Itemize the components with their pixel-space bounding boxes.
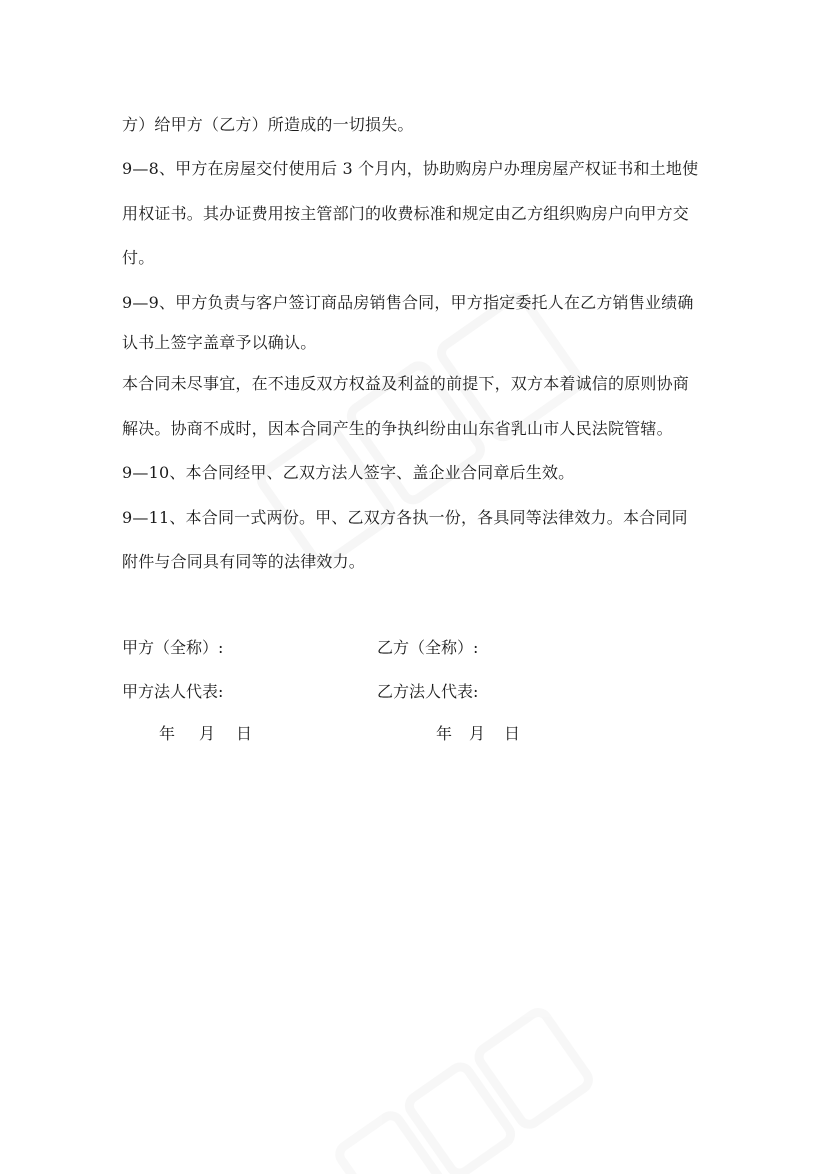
party-a-rep-label: 甲方法人代表:	[122, 682, 224, 701]
party-a-name-label: 甲方（全称）:	[122, 638, 224, 657]
body-line-10: 9—11、本合同一式两份。甲、乙双方各执一份，各具同等法律效力。本合同同	[122, 508, 688, 527]
party-b-date-day: 日	[504, 724, 521, 743]
party-b-date-year: 年	[436, 724, 453, 743]
body-line-9: 9—10、本合同经甲、乙双方法人签字、盖企业合同章后生效。	[122, 463, 575, 482]
party-b-date-month: 月	[469, 724, 486, 743]
body-line-11: 附件与合同具有同等的法律效力。	[122, 552, 366, 571]
body-line-6: 认书上签字盖章予以确认。	[122, 333, 317, 352]
party-b-name-label: 乙方（全称）:	[377, 638, 479, 657]
body-line-5: 9—9、甲方负责与客户签订商品房销售合同，甲方指定委托人在乙方销售业绩确	[122, 293, 694, 312]
party-a-date-month: 月	[199, 724, 216, 743]
party-a-date-year: 年	[159, 724, 176, 743]
body-line-1: 方）给甲方（乙方）所造成的一切损失。	[122, 115, 414, 134]
party-a-date-day: 日	[236, 724, 253, 743]
watermark-mark-lower	[336, 1009, 592, 1174]
body-line-8: 解决。协商不成时，因本合同产生的争执纠纷由山东省乳山市人民法院管辖。	[122, 419, 673, 438]
body-line-7: 本合同未尽事宜，在不违反双方权益及利益的前提下，双方本着诚信的原则协商	[122, 374, 690, 393]
body-line-4: 付。	[122, 248, 155, 267]
party-b-rep-label: 乙方法人代表:	[377, 682, 479, 701]
body-line-2: 9—8、甲方在房屋交付使用后 3 个月内，协助购房户办理房屋产权证书和土地使	[122, 159, 699, 178]
body-line-3: 用权证书。其办证费用按主管部门的收费标准和规定由乙方组织购房户向甲方交	[122, 204, 690, 223]
